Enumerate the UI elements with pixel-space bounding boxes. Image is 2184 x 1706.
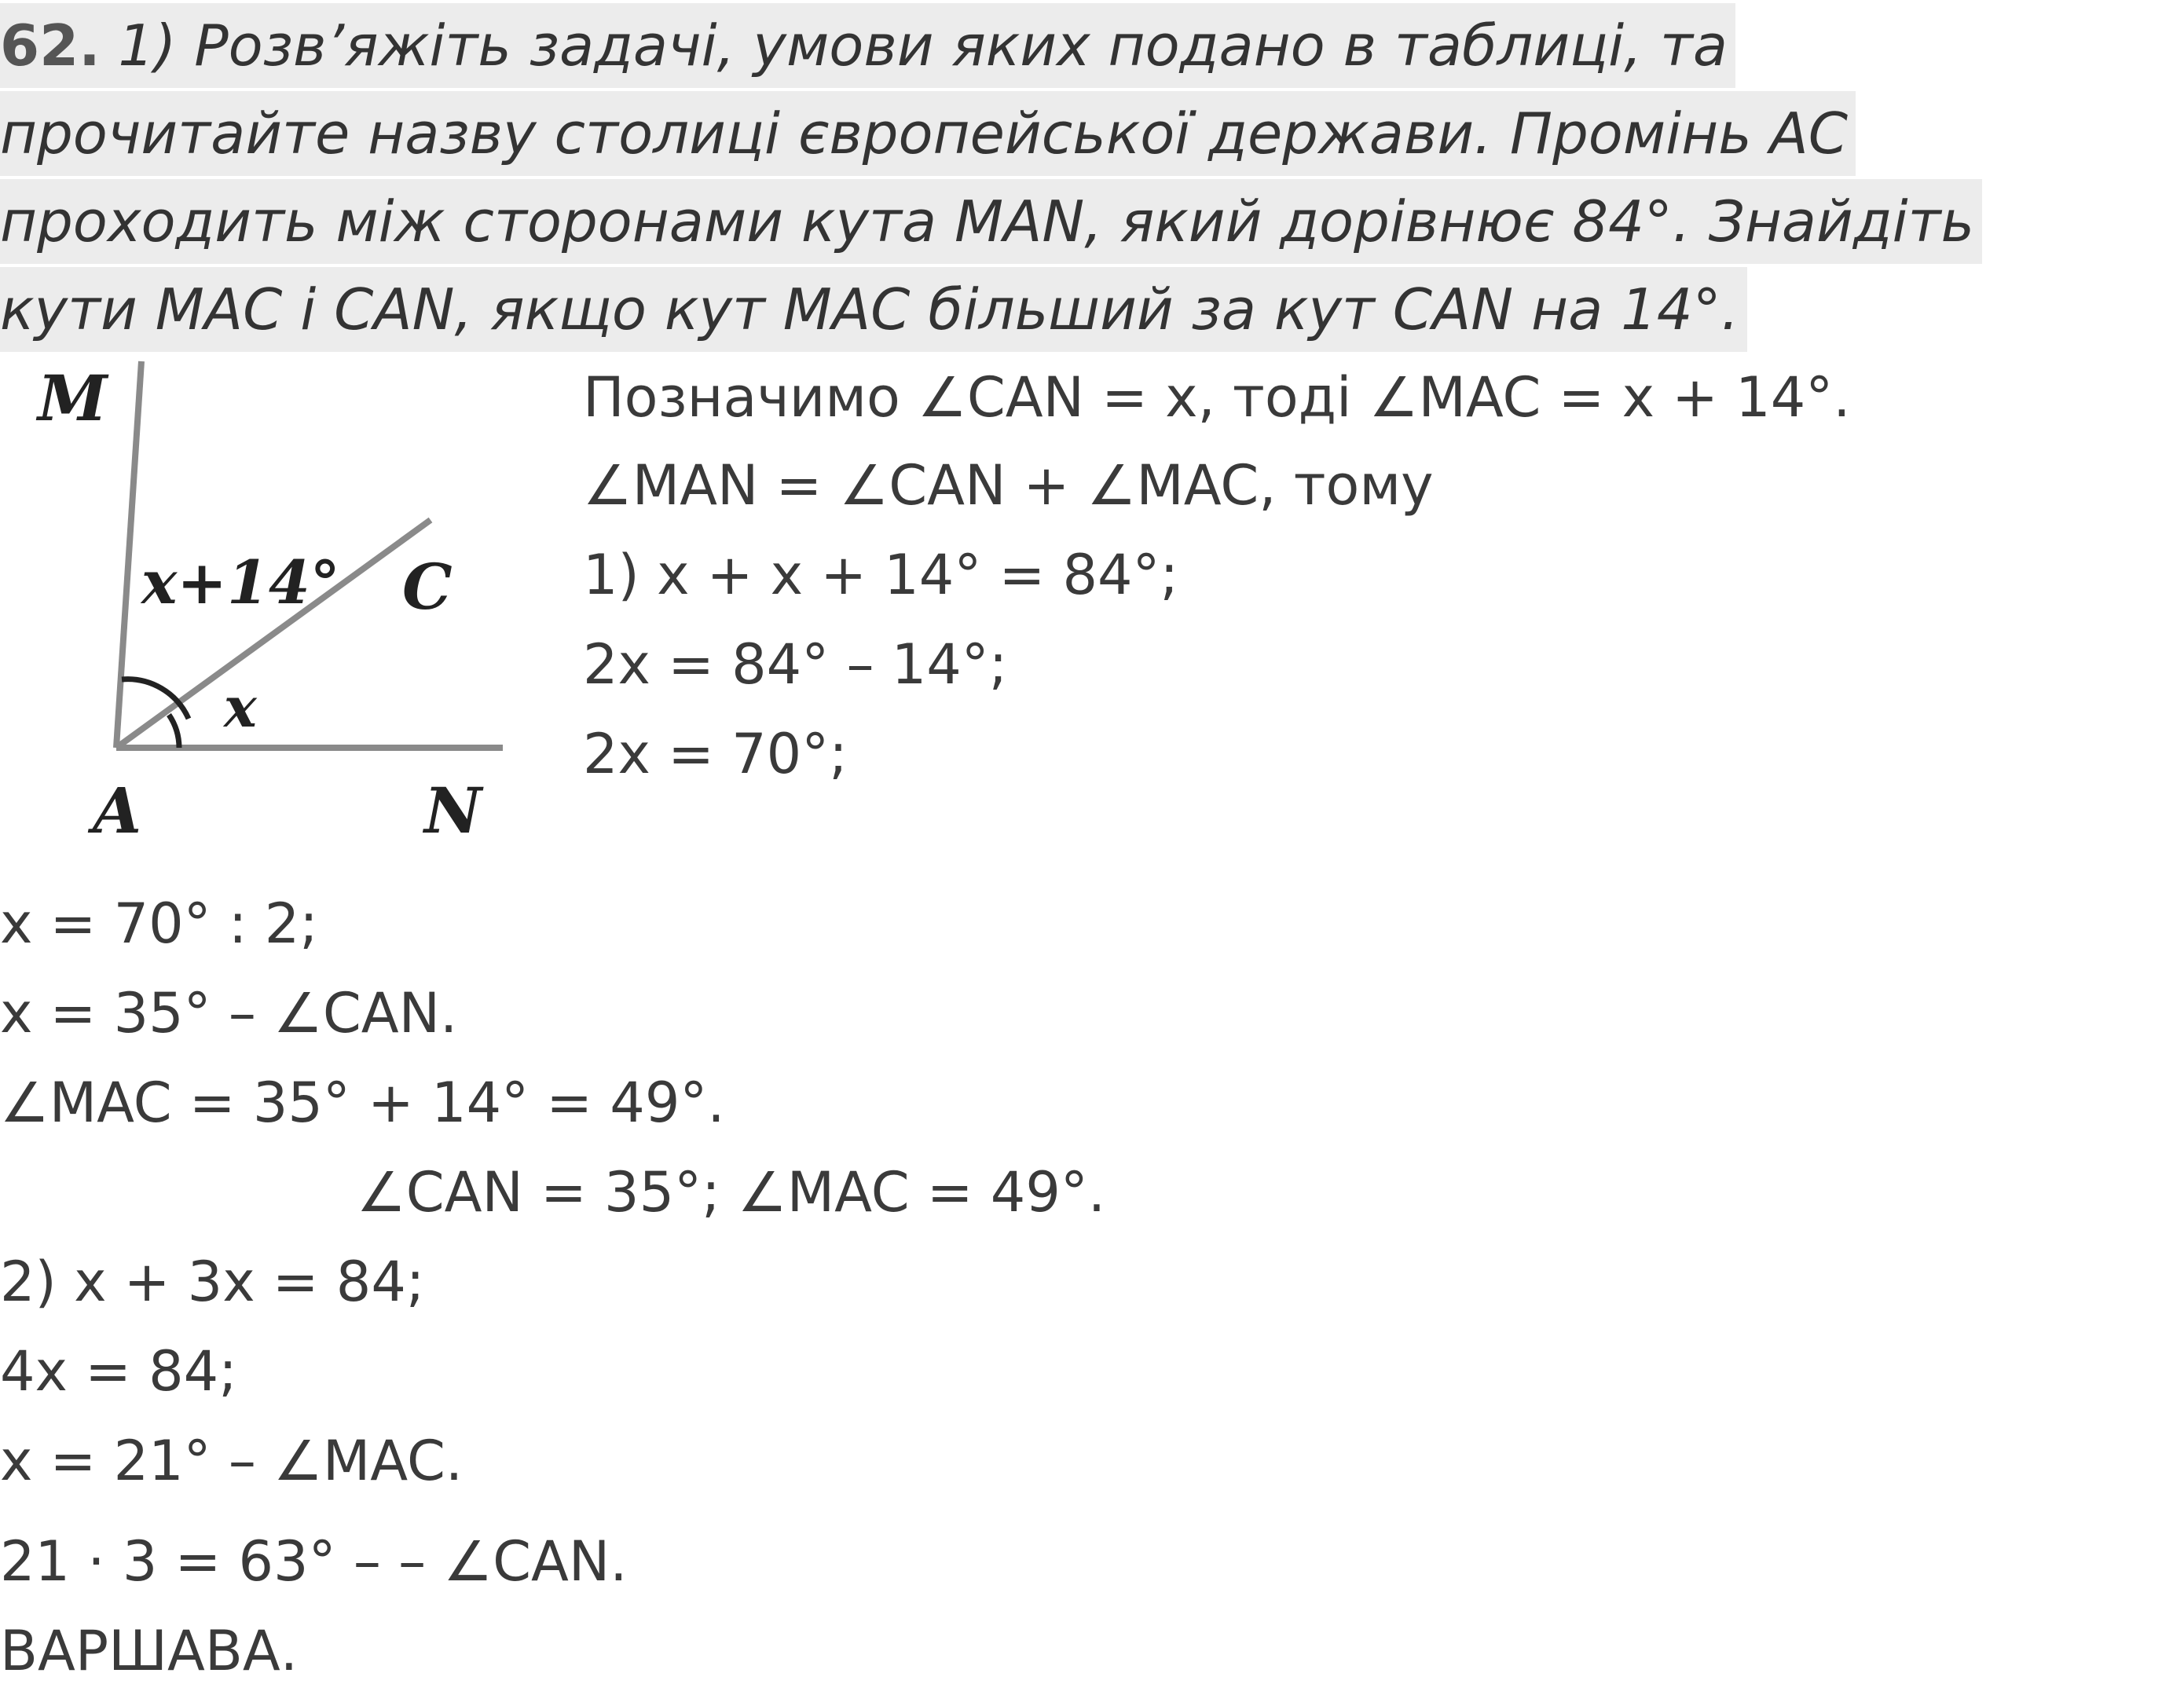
part2-line-2: 4x = 84; [0,1339,237,1404]
solution-right-line-4: 2x = 84° – 14°; [583,632,1008,697]
solution-right-line-3: 1) x + x + 14° = 84°; [583,543,1179,607]
solution-left-line-3: ∠MAC = 35° + 14° = 49°. [0,1071,725,1135]
label-n: N [424,774,482,848]
arc-mac [122,679,189,719]
part2-line-1: 2) x + 3x = 84; [0,1250,425,1314]
label-angle-can: x [224,675,257,740]
solution-left-line-1: x = 70° : 2; [0,891,318,956]
arc-can [169,715,179,748]
task-line-3: проходить між сторонами кута MAN, який дорівнює 84°. Знайдіть [0,179,1982,264]
label-a: A [93,774,142,848]
task-line-1 [0,3,1735,88]
label-c: C [402,550,453,624]
part2-line-4: 21 · 3 = 63° – – ∠CAN. [0,1529,628,1594]
task-line-4: кути МАС і CAN, якщо кут МАС більший за кут CAN на 14°. [0,267,1747,352]
task-number: 62. [0,13,101,79]
solution-right-line-2: ∠MAN = ∠CAN + ∠MAC, тому [583,453,1434,518]
angle-figure [0,346,550,848]
label-angle-mac: x+14° [141,547,340,617]
task-line-2: прочитайте назву столиці європейської держави. Промінь АС [0,91,1856,176]
ray-am [116,361,141,748]
solution-left-line-2: x = 35° – ∠CAN. [0,981,458,1045]
final-answer-word: ВАРШАВА. [0,1619,299,1683]
part2-line-3: x = 21° – ∠MAC. [0,1429,464,1493]
solution-right-line-1: Позначимо ∠CAN = x, тоді ∠MAC = x + 14°. [583,365,1851,430]
answer-part-1: ∠CAN = 35°; ∠MAC = 49°. [357,1160,1106,1225]
solution-right-line-5: 2x = 70°; [583,722,848,786]
label-m: M [38,361,108,435]
task-line-1-text: 1) Розв’яжіть задачі, умови яких подано в таблиці, та [100,13,1728,79]
